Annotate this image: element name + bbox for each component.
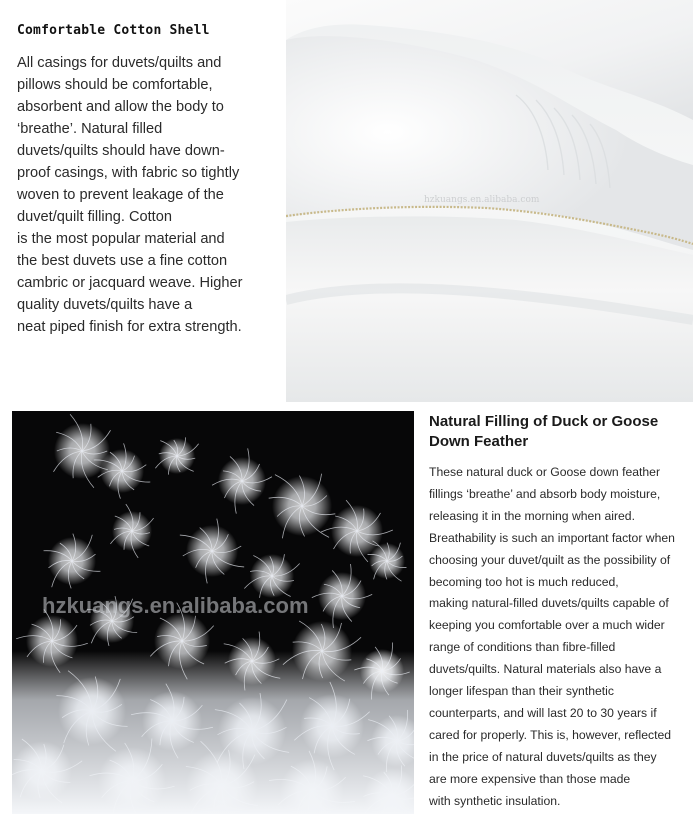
- paragraph-line: Breathability is such an important factor when: [429, 530, 675, 545]
- down-feather-heading: Natural Filling of Duck or Goose Down Feather: [429, 413, 659, 450]
- paragraph-line: making natural-filled duvets/quilts capable of: [429, 596, 669, 611]
- paragraph-line: pillows should be comfortable,: [17, 77, 213, 93]
- paragraph-line: cambric or jacquard weave. Higher: [17, 275, 243, 291]
- cotton-shell-paragraph: [17, 52, 279, 338]
- paragraph-line: neat piped finish for extra strength.: [17, 319, 242, 335]
- duvet-photo: [286, 0, 693, 402]
- paragraph-line: ‘breathe’. Natural filled: [17, 121, 163, 137]
- duvet-watermark: hzkuangs.en.alibaba.com: [424, 195, 540, 205]
- paragraph-line: fillings ‘breathe’ and absorb body moisture,: [429, 486, 661, 501]
- feather-watermark: hzkuangs.en.alibaba.com: [42, 593, 309, 618]
- paragraph-line: in the price of natural duvets/quilts as they: [429, 749, 657, 764]
- paragraph-line: is the most popular material and: [17, 231, 225, 247]
- paragraph-line: duvet/quilt filling. Cotton: [17, 209, 172, 225]
- paragraph-line: duvets/quilts. Natural materials also have a: [429, 662, 662, 677]
- paragraph-line: longer lifespan than their synthetic: [429, 684, 614, 699]
- paragraph-line: becoming too hot is much reduced,: [429, 574, 619, 589]
- paragraph-line: range of conditions than fibre-filled: [429, 640, 616, 655]
- paragraph-line: are more expensive than those made: [429, 771, 631, 786]
- paragraph-line: proof casings, with fabric so tightly: [17, 165, 240, 181]
- paragraph-line: quality duvets/quilts have a: [17, 297, 193, 313]
- down-feather-photo: [12, 411, 414, 814]
- paragraph-line: duvets/quilts should have down-: [17, 143, 225, 159]
- paragraph-line: keeping you comfortable over a much wider: [429, 618, 665, 633]
- paragraph-line: releasing it in the morning when aired.: [429, 508, 635, 523]
- paragraph-line: choosing your duvet/quilt as the possibility of: [429, 552, 671, 567]
- paragraph-line: counterparts, and will last 20 to 30 years if: [429, 705, 657, 720]
- paragraph-line: the best duvets use a fine cotton: [17, 253, 228, 269]
- paragraph-line: These natural duck or Goose down feather: [429, 465, 661, 479]
- paragraph-line: All casings for duvets/quilts and: [17, 55, 222, 71]
- cotton-shell-heading: Comfortable Cotton Shell: [17, 23, 210, 38]
- down-feather-paragraph: [429, 462, 691, 813]
- paragraph-line: cared for properly. This is, however, reflected: [429, 727, 672, 742]
- paragraph-line: woven to prevent leakage of the: [17, 187, 224, 203]
- paragraph-line: with synthetic insulation.: [429, 793, 561, 808]
- paragraph-line: absorbent and allow the body to: [17, 99, 224, 115]
